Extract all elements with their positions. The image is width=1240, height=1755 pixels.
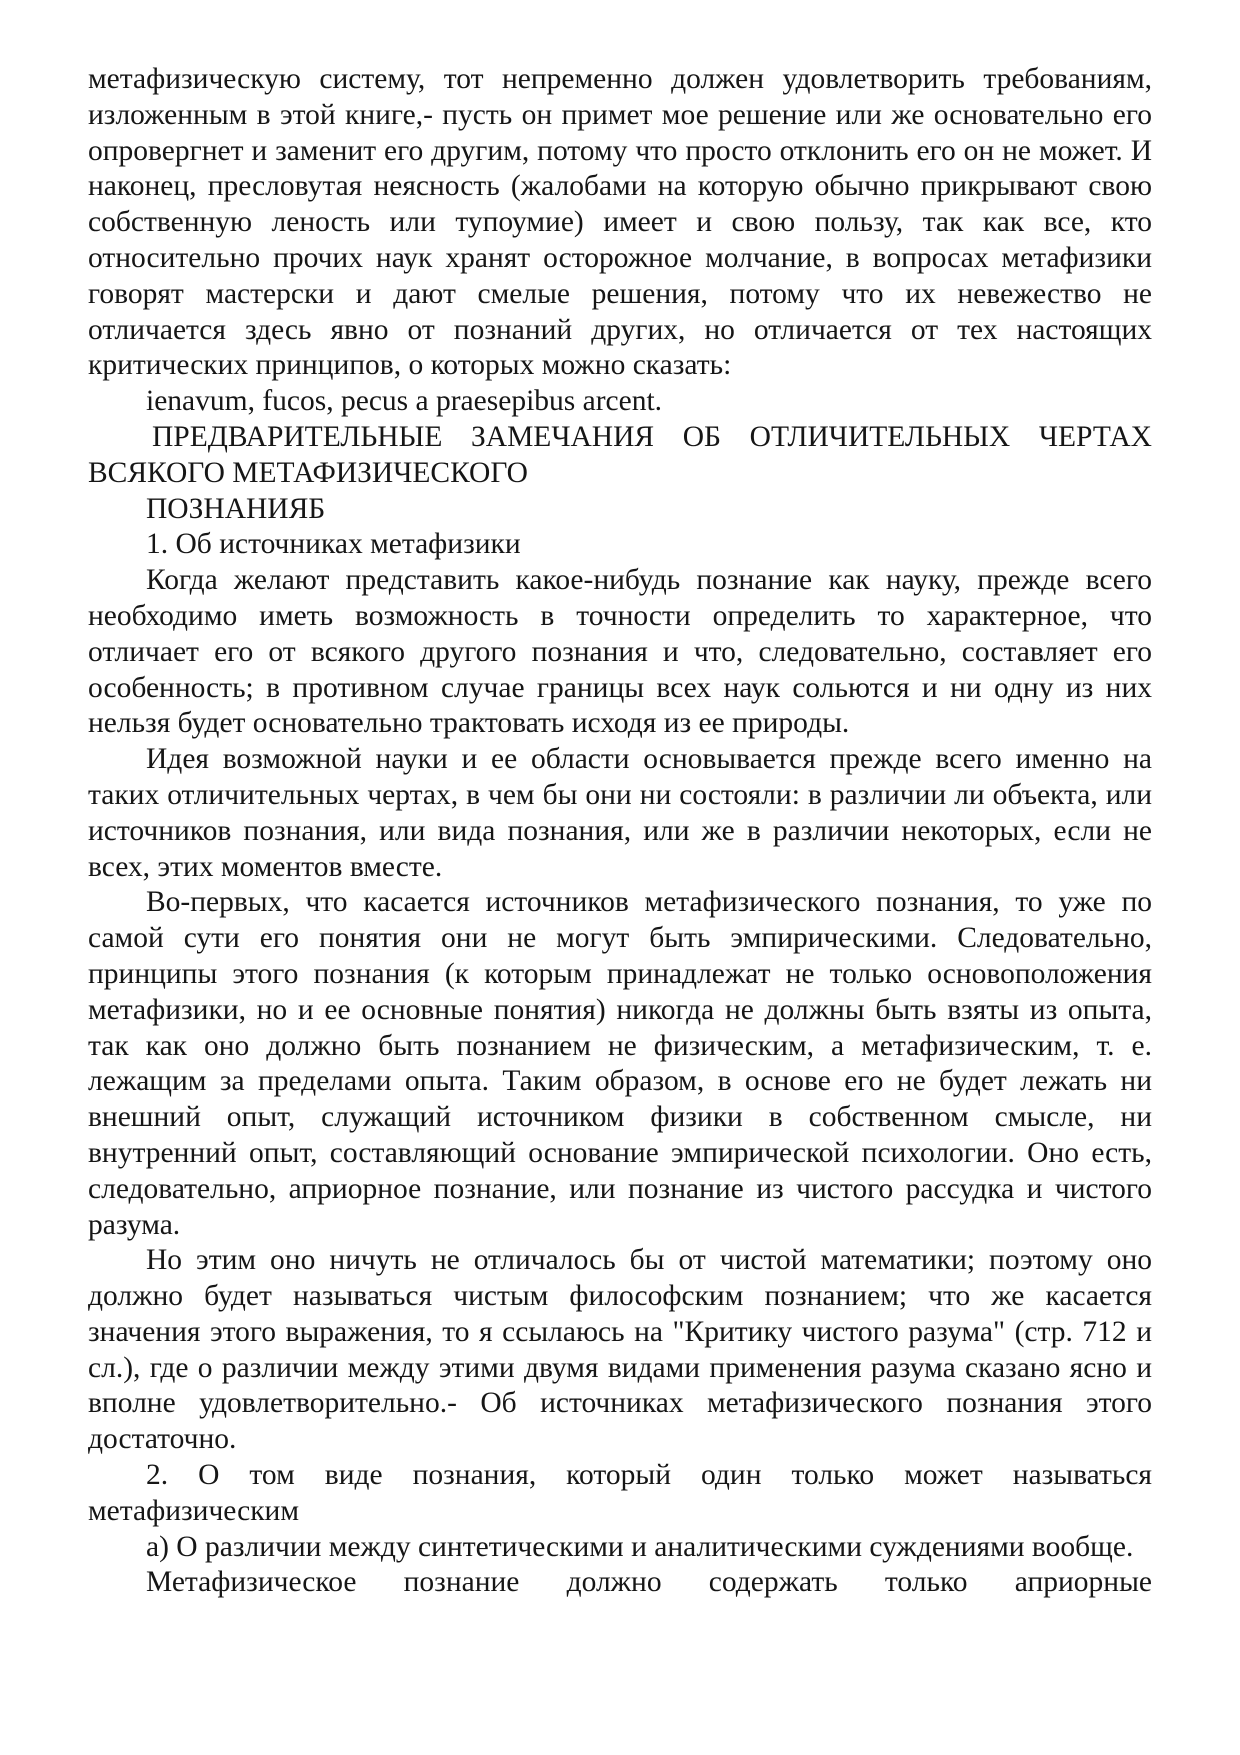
paragraph-metaphysical-cognition: Метафизическое познание должно содержать только априорные (146, 1566, 1152, 1599)
subsection-heading-1: 1. Об источниках метафизики (146, 528, 521, 561)
paragraph-pure-mathematics: Но этим оно ничуть не отличалось бы от чистой математики; поэтому оно должно будет называться чистым философским познанием; что же касается значения этого выражения, то я ссылаюсь на "Критику чистого разума" (стр. 712 и сл.), где о различии между этими двумя видами применения разума сказано ясно и вполне удовлетворительно.- Об источниках метафизического познания этого достаточно. (88, 1244, 1152, 1456)
paragraph-science-definition: Когда желают представить какое-нибудь познание как науку, прежде всего необходимо иметь возможность в точности определить то характерное, что отличает его от всякого другого познания и что, следовательно, составляет его особенность; в противном случае границы всех наук сольются и ни одну из них нельзя будет основательно трактовать исходя из ее природы. (88, 564, 1152, 740)
paragraph-idea-of-science: Идея возможной науки и ее области основывается прежде всего именно на таких отличительных чертах, в чем бы они ни состояли: в различии ли объекта, или источников познания, или вида познания, или же в различии некоторых, если не всех, этих моментов вместе. (88, 743, 1152, 883)
subsection-heading-2a: а) О различии между синтетическими и аналитическими суждениями вообще. (146, 1530, 1134, 1563)
section-heading: ПРЕДВАРИТЕЛЬНЫЕ ЗАМЕЧАНИЯ ОБ ОТЛИЧИТЕЛЬНЫХ ЧЕРТАХ ВСЯКОГО МЕТАФИЗИЧЕСКОГО (88, 420, 1152, 489)
section-heading-continuation: ПОЗНАНИЯБ (146, 492, 326, 525)
latin-quote: ienavum, fucos, pecus a praesepibus arcent. (146, 385, 663, 418)
document-page (88, 62, 1152, 1601)
paragraph-sources: Во-первых, что касается источников метафизического познания, то уже по самой сути его понятия они не могут быть эмпирическими. Следовательно, принципы этого познания (к которым принадлежат не только основоположения метафизики, но и ее основные понятия) никогда не должны быть взяты из опыта, так как оно должно быть познанием не физическим, а метафизическим, т. е. лежащим за пределами опыта. Таким образом, в основе его не будет лежать ни внешний опыт, служащий источником физики в собственном смысле, ни внутренний опыт, составляющий основание эмпирической психологии. Оно есть, следовательно, априорное познание, или познание из чистого рассудка и чистого разума. (88, 886, 1152, 1241)
paragraph-continuation: метафизическую систему, тот непременно должен удовлетворить требованиям, изложенным в этой книге,- пусть он примет мое решение или же основательно его опровергнет и заменит его другим, потому что просто отклонить его он не может. И наконец, пресловутая неясность (жалобами на которую обычно прикрывают свою собственную леность или тупоумие) имеет и свою пользу, так как все, кто относительно прочих наук хранят осторожное молчание, в вопросах метафизики говорят мастерски и дают смелые решения, потому что их невежество не отличается здесь явно от познаний других, но отличается от тех настоящих критических принципов, о которых можно сказать: (88, 63, 1152, 382)
subsection-heading-2: 2. О том виде познания, который один только может называться метафизическим (88, 1459, 1152, 1527)
